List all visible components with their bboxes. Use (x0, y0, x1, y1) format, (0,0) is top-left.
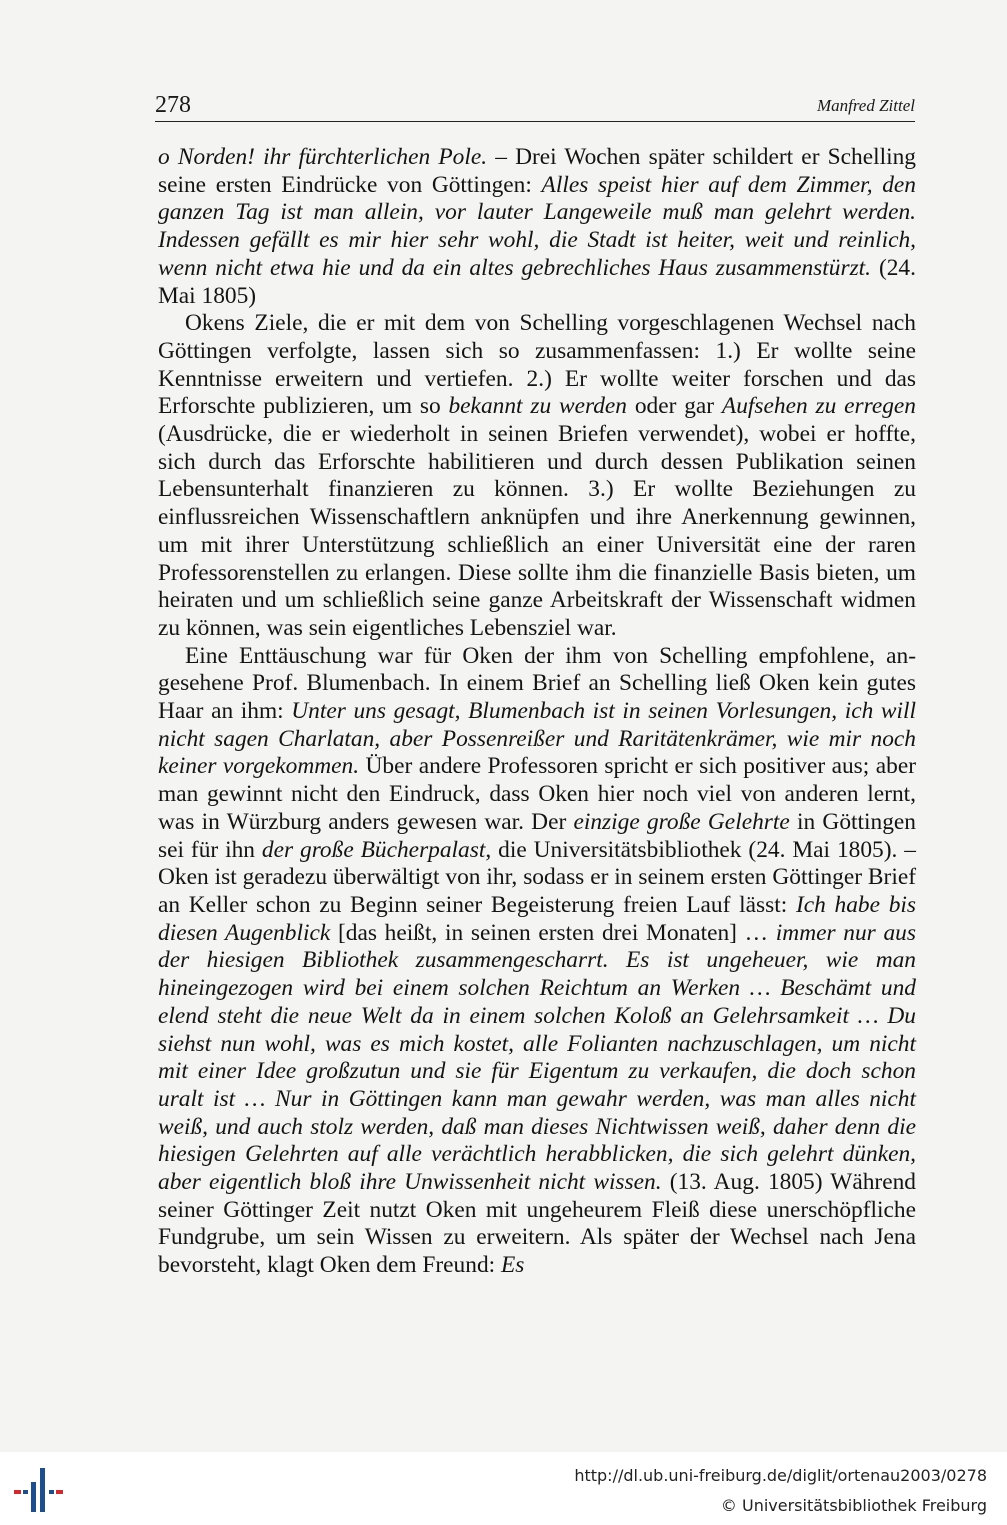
text-segment: [das heißt, in seinen ersten drei Monaten] … (330, 919, 776, 946)
quote-segment: immer nur aus der hiesigen Bibliothek zusammengescharrt. Es ist ungeheuer, wie man hineingezogen wird bei einem solchen Reichtum an Werken … Beschämt und elend steht die neue Welt da in einem solchen Koloß an Gelehrsamkeit … Du siehst nun wohl, was es mich kostet, alle Folianten nachzuschlagen, um nicht mit einer Idee großzutun und sie für Eigentum zu verkaufen, die doch schon uralt ist … Nur in Göttingen kann man gewahr werden, was man alles nicht weiß, und auch stolz werden, daß man dieses Nichtwissen weiß, daher denn die hiesigen Gelehrten auf alle verächtlich herabblicken, die sich gelehrt dünken, aber eigentlich bloß ihre Unwissenheit nicht wissen. (158, 919, 916, 1196)
text-segment: Eine Enttäuschung war für Oken der ihm von Schelling empfohlene, angesehene Prof. Blumenbach. In einem Brief an Schelling ließ Oken kein gutes Haar an ihm: (158, 642, 916, 725)
viewer-footer (0, 1452, 1007, 1525)
quote-segment: Aufsehen zu erregen (721, 393, 916, 420)
header-rule (155, 121, 915, 122)
text-segment: in Göttingen sei für ihn (158, 808, 916, 863)
paragraph-1 (158, 144, 916, 310)
quote-segment: o Norden! ihr fürchterlichen Pole. (158, 144, 488, 170)
quote-segment: Ich habe bis diesen Augenblick (158, 891, 916, 946)
text-segment: Okens Ziele, die er mit dem von Schelling vorgeschlagenen Wechsel nach Göttingen verfolgte, lassen sich so zusammenfassen: 1.) Er wollte seine Kenntnisse erweitern und vertiefen. 2.) Er wollte weiter forschen und das Erforschte publizieren, um so (158, 310, 916, 420)
running-head-author: Manfred Zittel (816, 96, 915, 115)
page-number: 278 (155, 92, 191, 118)
quote-segment: Alles speist hier auf dem Zimmer, den ganzen Tag ist man allein, vor lauter Langeweile muß man gelehrt werden. Indessen gefällt es mir hier sehr wohl, die Stadt ist heiter, weit und reinlich, wenn nicht etwa hie und da ein altes gebrechliches Haus zusammenstürzt. (158, 171, 916, 281)
ub-freiburg-logo-icon[interactable] (12, 1464, 64, 1516)
paragraph-2 (158, 310, 916, 642)
quote-segment: der große Bücherpalast (261, 836, 486, 863)
quote-segment: bekannt zu werden (448, 393, 627, 420)
permalink-url[interactable]: http://dl.ub.uni-freiburg.de/diglit/ortenau2003/0278 (574, 1466, 987, 1485)
paragraph-3 (158, 643, 916, 1280)
text-segment: oder gar (626, 393, 722, 420)
text-segment: (24. Mai 1805) (158, 254, 916, 309)
quote-segment: Unter uns gesagt, Blumenbach ist in seinen Vorlesungen, ich will nicht sagen Charlatan, aber Possenreißer und Raritätenkrämer, wie mir noch keiner vorgekommen. (158, 698, 916, 780)
text-segment: Über andere Professoren spricht er sich positiver aus; aber man gewinnt nicht den Eindruck, dass Oken hier noch viel von anderen lernt, was in Würzburg anders gewesen war. Der (158, 753, 916, 835)
text-segment: (Ausdrücke, die er wiederholt in seinen Briefen verwendet), wobei er hoffte, sich durch das Erforschte habilitieren und durch dessen Publikation seinen Lebensunterhalt finanzieren zu können. 3.) Er wollte Beziehungen zu einflussreichen Wissenschaftlern anknüpfen und ihre Anerkennung gewinnen, um mit ihrer Unterstützung schließlich an einer Universität eine der raren Professorenstellen zu erlangen. Diese sollte ihm die finanzielle Basis bieten, um heiraten und um schließlich seine ganze Arbeitskraft der Wissenschaft widmen zu können, was sein eigentliches Lebensziel war. (158, 421, 916, 641)
quote-segment: Es (501, 1252, 525, 1279)
text-segment: (13. Aug. 1805) Während seiner Göttinger Zeit nutzt Oken mit ungeheurem Fleiß diese unerschöpfliche Fundgrube, um sein Wissen zu erweitern. Als später der Wechsel nach Jena bevorsteht, klagt Oken dem Freund: (158, 1169, 916, 1279)
text-segment: – Drei Wochen später schildert er Schelling seine ersten Eindrücke von Göttingen: (158, 144, 916, 198)
body-text (158, 144, 916, 1280)
copyright-notice: © Universitätsbibliothek Freiburg (720, 1496, 987, 1515)
text-segment: , die Universitätsbibliothek (24. Mai 1805). – Oken ist geradezu überwältigt von ihr, sodass er in seinem ersten Göttinger Brief an Keller schon zu Beginn seiner Begeisterung freien Lauf lässt: (158, 836, 916, 918)
quote-segment: einzige große Gelehrte (573, 808, 790, 835)
